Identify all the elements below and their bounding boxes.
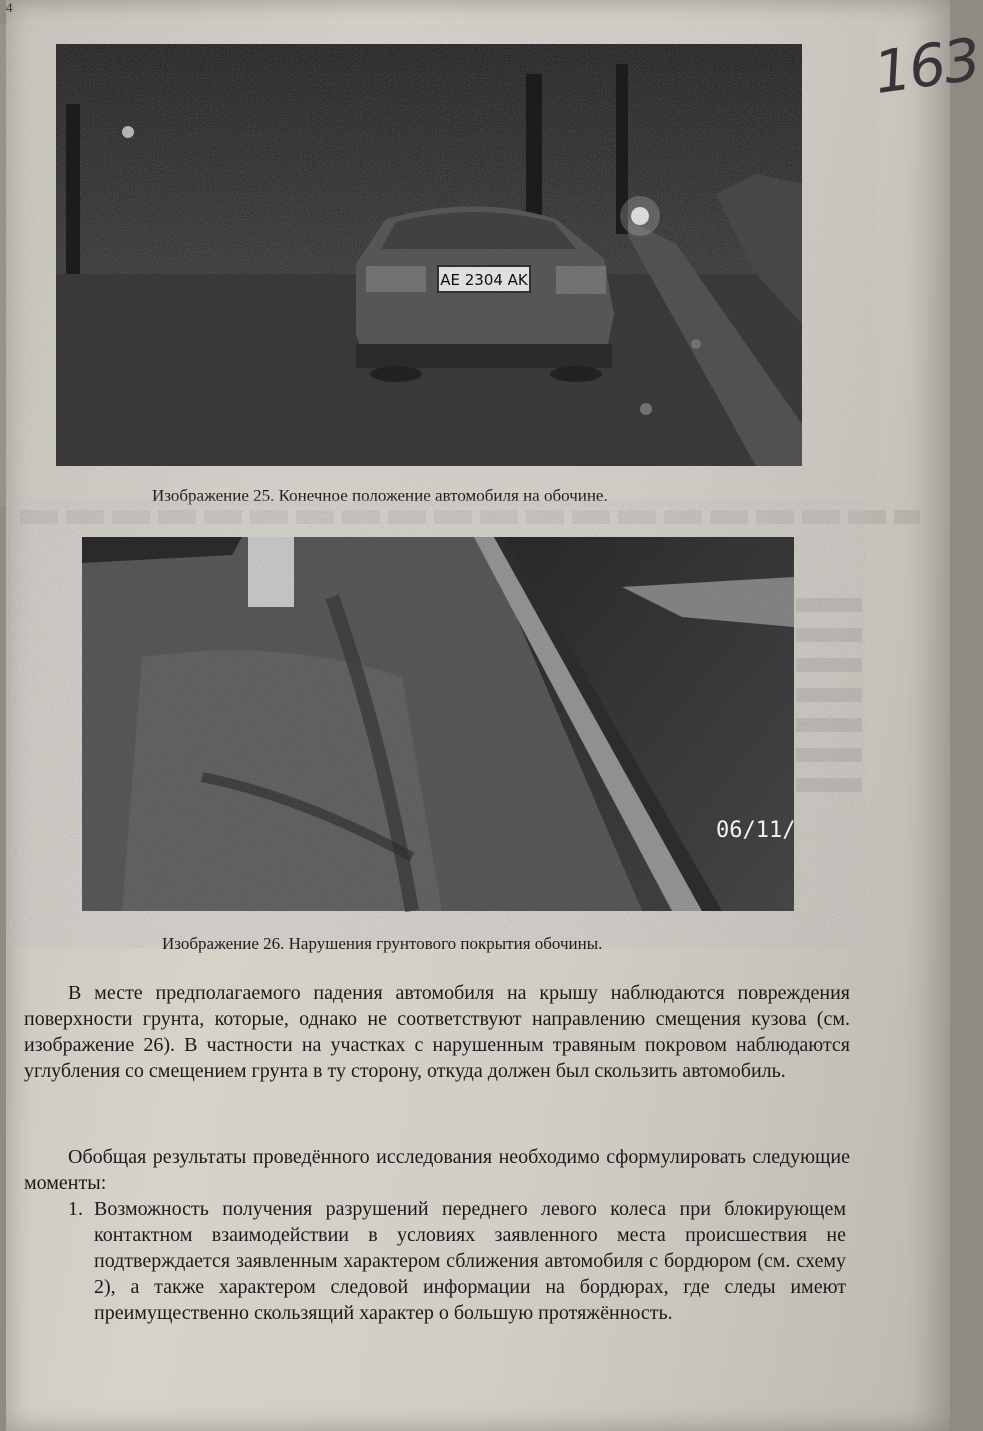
figure-25-caption: Изображение 25. Конечное положение автомобиля на обочине.	[152, 486, 608, 505]
date-stamp: 06/11/	[716, 818, 796, 843]
figure-25-photo	[56, 44, 802, 466]
figure-26-photo	[82, 537, 794, 911]
page-edge-number: 4	[6, 0, 13, 15]
figure-26-caption: Изображение 26. Нарушения грунтового покрытия обочины.	[162, 934, 603, 953]
bleed-through-text	[796, 598, 862, 798]
findings-list	[68, 1196, 846, 1326]
list-item-text: Возможность получения разрушений переднего левого колеса при блокирующем контактном взаимодействии в условиях заявленного места происшествия не подтверждается заявленным характером сближения автомобиля с бордюром (см. схему 2), а также характером следовой информации на бордюрах, где следы имеют преимущественно скользящий характер о большую протяжённость.	[94, 1198, 846, 1324]
license-plate-text: AE 2304 AK	[440, 271, 528, 289]
list-item	[68, 1196, 846, 1326]
handwritten-page-number: 163	[869, 25, 983, 107]
document-page	[6, 0, 983, 1431]
body-paragraph: Обобщая результаты проведённого исследования необходимо сформулировать следующие моменты:	[24, 1146, 850, 1194]
body-paragraph: В месте предполагаемого падения автомобиля на крышу наблюдаются повреждения поверхности грунта, которые, однако не соответствуют направлению смещения кузова (см. изображение 26). В частности на участках с нарушенным травяным покровом наблюдаются углубления со смещением грунта в ту сторону, откуда должен был скользить автомобиль.	[24, 982, 850, 1082]
bleed-through-text	[20, 510, 920, 524]
list-item-number: 1.	[68, 1198, 83, 1220]
